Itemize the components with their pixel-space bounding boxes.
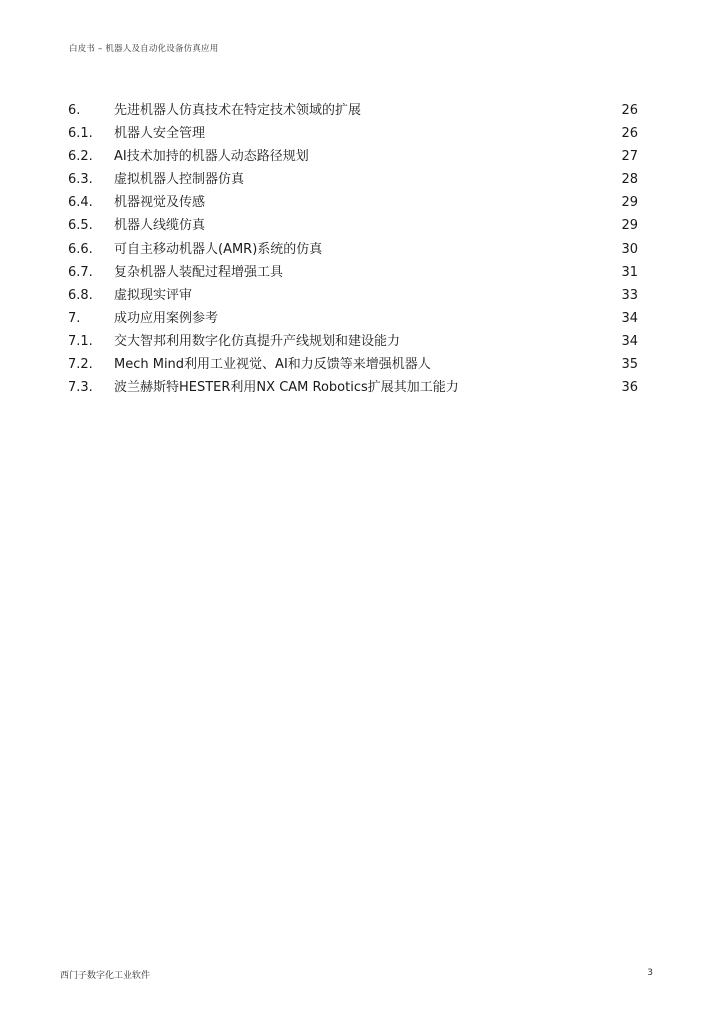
toc-entry[interactable] xyxy=(68,376,640,399)
toc-entry-title: 虚拟现实评审 xyxy=(114,287,193,303)
toc-entry-number: 6.7. xyxy=(68,264,93,280)
toc-entry-page: 34 xyxy=(621,310,638,326)
toc-entry-page: 29 xyxy=(621,218,638,234)
toc-entry-page: 31 xyxy=(621,264,638,280)
toc-entry-number: 6.3. xyxy=(68,172,93,188)
toc-entry-number: 7.1. xyxy=(68,333,93,349)
toc-entry-title: 交大智邦利用数字化仿真提升产线规划和建设能力 xyxy=(114,333,401,349)
toc-entry-number: 6.4. xyxy=(68,195,93,211)
toc-entry[interactable] xyxy=(68,284,640,307)
toc-entry[interactable] xyxy=(68,122,640,145)
toc-entry-title: 先进机器人仿真技术在特定技术领域的扩展 xyxy=(114,103,362,118)
toc-entry-title: 机器视觉及传感 xyxy=(114,195,206,211)
toc-entry[interactable] xyxy=(68,261,640,284)
toc-entry-page: 26 xyxy=(621,126,638,142)
toc-entry-number: 7.3. xyxy=(68,380,93,396)
toc-entry-page: 27 xyxy=(621,149,638,165)
toc-entry-page: 34 xyxy=(621,333,638,349)
toc-entry-number: 7. xyxy=(68,310,81,326)
toc-entry-number: 7.2. xyxy=(68,357,93,373)
running-header: 白皮书 – 机器人及自动化设备仿真应用 xyxy=(69,44,219,54)
toc-entry[interactable] xyxy=(68,238,640,261)
toc-entry[interactable] xyxy=(68,330,640,353)
toc-entry-number: 6.8. xyxy=(68,287,93,303)
toc-entry[interactable] xyxy=(68,145,640,168)
toc-entry[interactable] xyxy=(68,214,640,237)
toc-entry-title: 机器人线缆仿真 xyxy=(114,218,206,234)
toc-entry-page: 28 xyxy=(621,172,638,188)
toc-entry-page: 33 xyxy=(621,287,638,303)
toc-entry-title: 机器人安全管理 xyxy=(114,126,206,142)
toc-entry-page: 26 xyxy=(621,103,638,118)
toc-entry-number: 6. xyxy=(68,103,81,118)
toc-entry-page: 35 xyxy=(621,357,638,373)
table-of-contents xyxy=(68,99,640,399)
toc-entry-number: 6.5. xyxy=(68,218,93,234)
toc-entry-title: 虚拟机器人控制器仿真 xyxy=(114,172,245,188)
toc-entry-number: 6.1. xyxy=(68,126,93,142)
toc-entry-title: 成功应用案例参考 xyxy=(114,310,219,326)
toc-entry-number: 6.2. xyxy=(68,149,93,165)
toc-entry[interactable] xyxy=(68,307,640,330)
toc-entry-title: 复杂机器人装配过程增强工具 xyxy=(114,264,284,280)
toc-entry-page: 30 xyxy=(621,241,638,257)
toc-entry-number: 6.6. xyxy=(68,241,93,257)
toc-entry-title: 波兰赫斯特HESTER利用NX CAM Robotics扩展其加工能力 xyxy=(114,380,459,396)
footer-page-number: 3 xyxy=(647,968,653,978)
footer-company: 西门子数字化工业软件 xyxy=(60,971,151,981)
toc-entry-page: 36 xyxy=(621,380,638,396)
toc-entry-title: 可自主移动机器人(AMR)系统的仿真 xyxy=(114,241,323,257)
toc-entry[interactable] xyxy=(68,191,640,214)
toc-entry[interactable] xyxy=(68,168,640,191)
toc-entry[interactable] xyxy=(68,99,640,122)
toc-entry-title: AI技术加持的机器人动态路径规划 xyxy=(114,149,309,165)
toc-entry-page: 29 xyxy=(621,195,638,211)
toc-entry[interactable] xyxy=(68,353,640,376)
toc-entry-title: Mech Mind利用工业视觉、AI和力反馈等来增强机器人 xyxy=(114,357,431,373)
